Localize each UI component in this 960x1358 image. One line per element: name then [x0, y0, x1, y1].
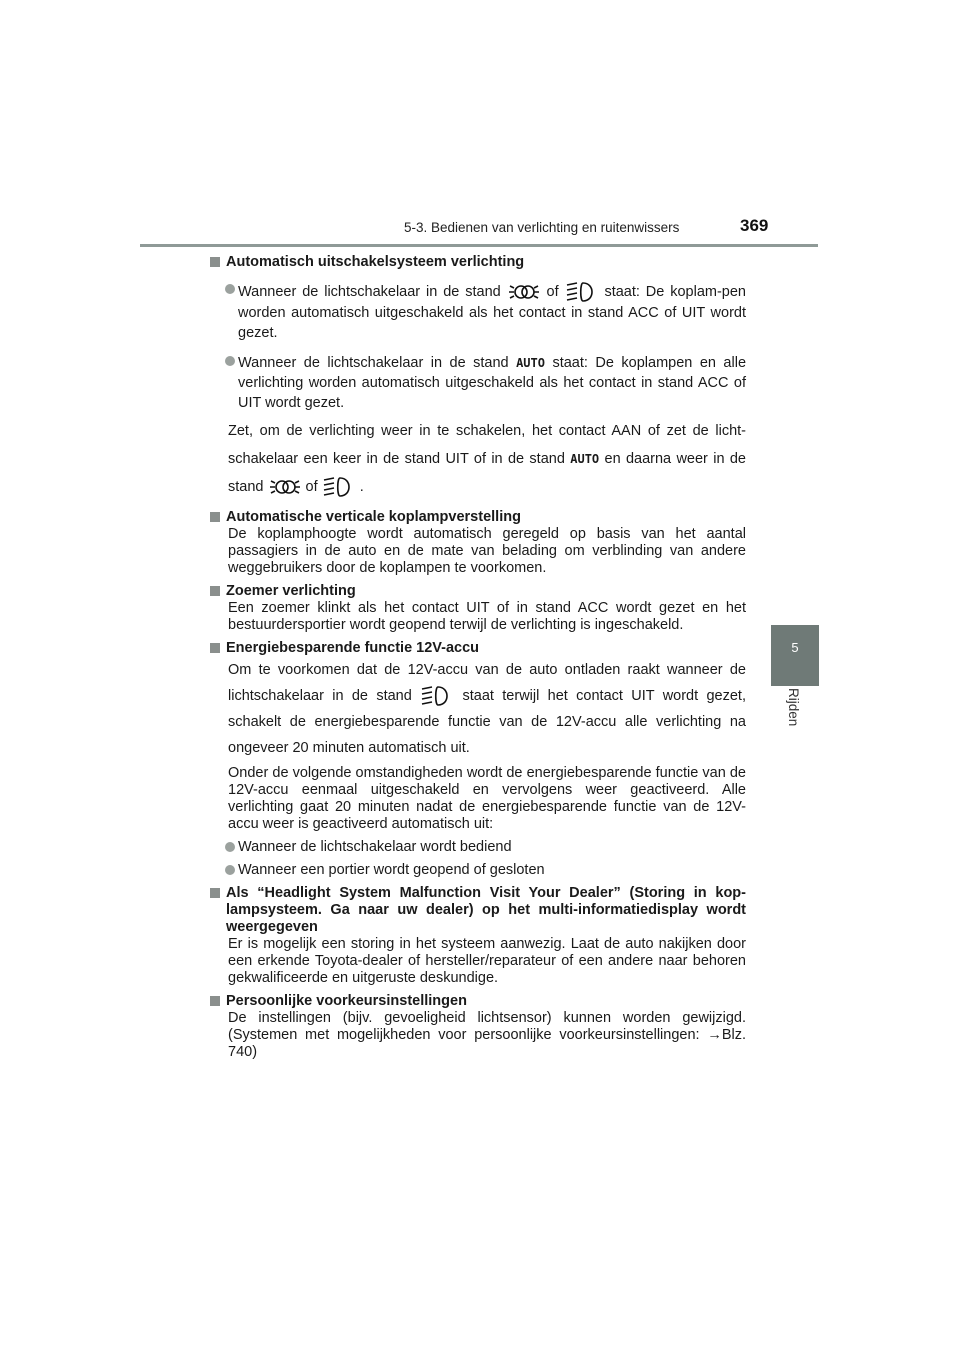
paragraph: Onder de volgende omstandigheden wordt de energiebesparende functie van de 12V-accu eenmaal uitgeschakeld en vervolgens weer geactiveerd. Alle verlichting gaat 20 minuten nadat de energiebesparende functie van de 12V-accu weer is geactiveerd automatisch uit:: [228, 765, 746, 832]
round-bullet-icon: [225, 865, 235, 875]
list-item: Wanneer een portier wordt geopend of gesloten: [210, 862, 746, 879]
list-item: Wanneer de lichtschakelaar wordt bediend: [210, 839, 746, 856]
headlight-icon: [565, 281, 599, 303]
paragraph: Zet, om de verlichting weer in te schakelen, het contact AAN of zet de licht-schakelaar een keer in de stand UIT of in de stand AUTO en daarna weer in de stand of .: [210, 417, 746, 501]
paragraph: Een zoemer klinkt als het contact UIT of in stand ACC wordt gezet en het bestuurdersportier wordt geopend terwijl de verlichting is ingeschakeld.: [228, 600, 746, 633]
chapter-tab: [771, 625, 819, 686]
page-content: [210, 254, 746, 1061]
section-title: Automatische verticale koplampverstelling: [210, 509, 746, 526]
section-title: Als “Headlight System Malfunction Visit Your Dealer” (Storing in kop-lampsysteem. Ga naar uw dealer) op het multi-informatiedisplay wordt weergegeven: [210, 885, 746, 936]
list-item: Wanneer de lichtschakelaar in de stand of staat: De koplam-pen worden automatisch uitgeschakeld als het contact in stand ACC of UIT wordt gezet.: [210, 281, 746, 343]
headlight-icon: [322, 476, 356, 498]
paragraph: Er is mogelijk een storing in het systeem aanwezig. Laat de auto nakijken door een erkende Toyota-dealer of hersteller/reparateur of een andere naar behoren gekwalificeerde en uitgeruste deskundige.: [228, 936, 746, 986]
chapter-number: 5: [791, 640, 799, 655]
list-item: Wanneer de lichtschakelaar in de stand AUTO staat: De koplampen en alle verlichting worden automatisch uitgeschakeld als het contact in stand ACC of UIT wordt gezet.: [210, 353, 746, 413]
round-bullet-icon: [225, 356, 235, 366]
parking-light-icon: [507, 283, 541, 301]
auto-mode-label: AUTO: [516, 356, 545, 370]
section-title: Energiebesparende functie 12V-accu: [210, 640, 746, 657]
section-title: Persoonlijke voorkeursinstellingen: [210, 993, 746, 1010]
square-bullet-icon: [210, 257, 220, 267]
header-divider: [140, 244, 818, 247]
section-title: Zoemer verlichting: [210, 583, 746, 600]
header-section-title: 5-3. Bedienen van verlichting en ruitenwissers: [404, 220, 680, 235]
chapter-label: Rijden: [786, 688, 801, 727]
square-bullet-icon: [210, 996, 220, 1006]
square-bullet-icon: [210, 888, 220, 898]
paragraph: De koplamphoogte wordt automatisch geregeld op basis van het aantal passagiers in de auto en de mate van belading om verblinding van andere weggebruikers door de koplampen te voorkomen.: [228, 526, 746, 576]
headlight-icon: [420, 685, 454, 707]
auto-mode-label: AUTO: [570, 452, 600, 466]
square-bullet-icon: [210, 512, 220, 522]
section-title: Automatisch uitschakelsysteem verlichting: [210, 254, 746, 271]
paragraph: De instellingen (bijv. gevoeligheid lichtsensor) kunnen worden gewijzigd. (Systemen met mogelijkheden voor persoonlijke voorkeursinstellingen: →Blz. 740): [228, 1010, 746, 1060]
paragraph: Om te voorkomen dat de 12V-accu van de auto ontladen raakt wanneer de lichtschakelaar in de stand staat terwijl het contact UIT wordt gezet, schakelt de energiebesparende functie van de 12V-accu alle verlichting na ongeveer 20 minuten automatisch uit.: [228, 662, 746, 756]
page-number: 369: [740, 216, 769, 235]
round-bullet-icon: [225, 284, 235, 294]
parking-light-icon: [268, 478, 302, 496]
round-bullet-icon: [225, 842, 235, 852]
square-bullet-icon: [210, 643, 220, 653]
square-bullet-icon: [210, 586, 220, 596]
